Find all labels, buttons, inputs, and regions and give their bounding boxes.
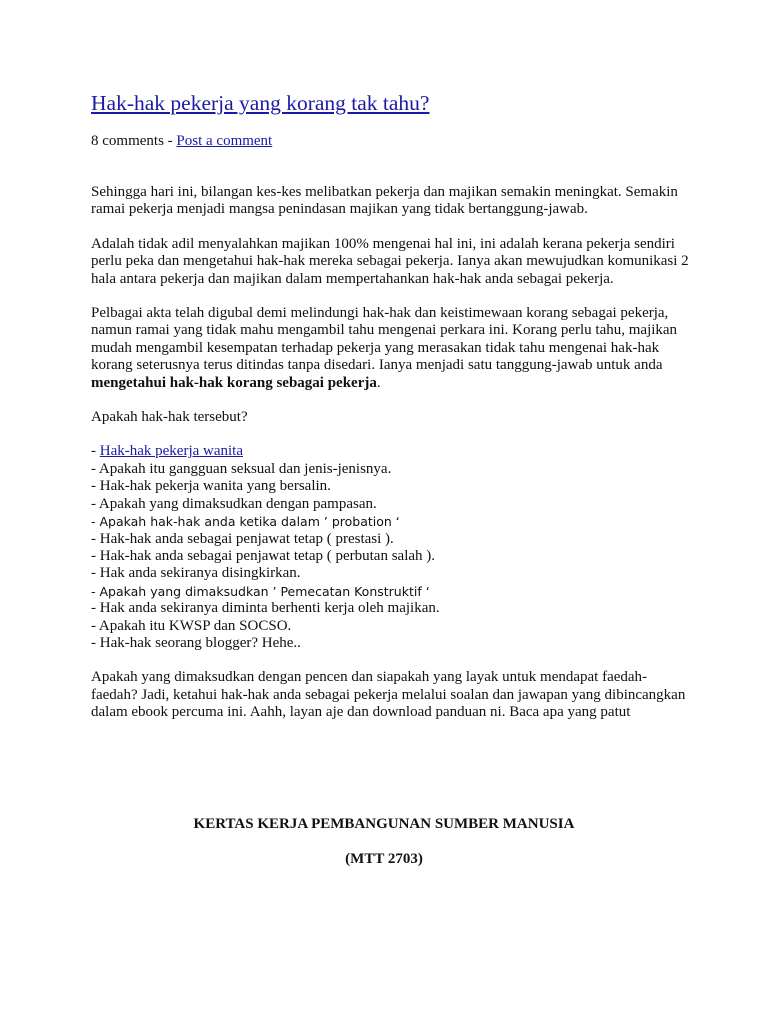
list-item: - Hak-hak pekerja wanita yang bersalin. [91,478,331,495]
list-item: - Apakah itu gangguan seksual dan jenis-jenisnya. [91,460,392,477]
paragraph-acts-bold: mengetahui hak-hak korang sebagai pekerja [91,374,377,391]
blog-post [91,88,691,722]
paragraph-intro: Sehingga hari ini, bilangan kes-kes melibatkan pekerja dan majikan semakin meningkat. Semakin ramai pekerja menjadi mangsa penindasan majikan yang tidak bertanggung-jawab. [91,184,678,218]
paragraph-acts [91,305,691,392]
list-item: - Hak-hak anda sebagai penjawat tetap ( perbutan salah ). [91,547,436,564]
list-item: - Apakah yang dimaksudkan dengan pampasan. [91,495,377,512]
paragraph-pension: Apakah yang dimaksudkan dengan pencen dan siapakah yang layak untuk mendapat faedah-faedah? Jadi, ketahui hak-hak anda sebagai pekerja melalui soalan dan jawapan yang dibincangkan dalam ebook percuma ini. Aahh, layan aje dan download panduan ni. Baca apa yang patut [91,669,686,721]
post-title-link[interactable]: Hak-hak pekerja yang korang tak tahu? [91,91,430,115]
list-item: - Apakah yang dimaksudkan ’ Pemecatan Konstruktif ‘ [91,583,430,599]
comments-count: 8 comments - [91,133,177,149]
paragraph-employer: Adalah tidak adil menyalahkan majikan 100% mengenai hal ini, ini adalah kerana pekerja sendiri perlu peka dan mengetahui hak-hak mereka sebagai pekerja. Ianya akan mewujudkan komunikasi 2 hala antara pekerja dan majikan dalam mempertahankan hak-hak anda sebagai pekerja. [91,235,689,287]
list-item-prefix: - [91,443,100,460]
list-item [91,443,691,460]
document-heading: KERTAS KERJA PEMBANGUNAN SUMBER MANUSIA [193,816,575,832]
paragraph-acts-end: . [376,374,381,391]
paragraph-question: Apakah hak-hak tersebut? [91,409,248,426]
women-workers-link[interactable]: Hak-hak pekerja wanita [99,443,244,460]
list-item: - Hak anda sekiranya disingkirkan. [91,565,301,582]
list-item: - Hak-hak anda sebagai penjawat tetap ( prestasi ). [91,530,394,547]
list-item: - Apakah hak-hak anda ketika dalam ’ probation ‘ [91,514,400,530]
list-item: - Apakah itu KWSP dan SOCSO. [91,617,292,634]
post-title [91,88,691,118]
list-item: - Hak-hak seorang blogger? Hehe.. [91,634,301,651]
post-comment-link[interactable]: Post a comment [176,133,273,149]
post-meta [91,132,691,150]
paragraph-acts-text: Pelbagai akta telah digubal demi melindungi hak-hak dan keistimewaan korang sebagai pekerja, namun ramai yang tidak mahu mengambil tahu mengenai perkara ini. Korang perlu tahu, majikan mudah mengambil kesempatan terhadap pekerja yang merasakan tidak tahu mengenai hak-hak korang seterusnya terus ditindas tanpa disedari. Ianya menjadi satu tanggung-jawab untuk anda [91,305,678,374]
list-item: - Hak anda sekiranya diminta berhenti kerja oleh majikan. [91,600,440,617]
document-code: (MTT 2703) [345,851,423,867]
rights-list [91,443,691,652]
